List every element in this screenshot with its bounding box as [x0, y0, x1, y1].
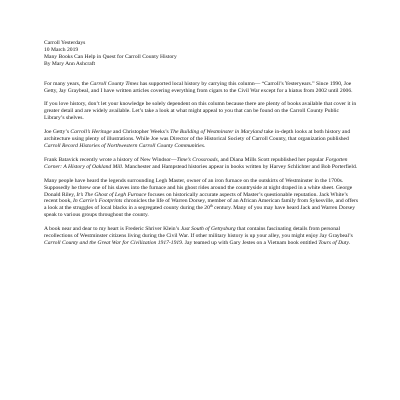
italic-title: It’s The Ghost of Legh Furnace [76, 191, 147, 198]
body-paragraph [44, 226, 360, 247]
column-name: Carroll Yesterdays [44, 40, 86, 46]
italic-title: Tours of Duty [318, 239, 349, 246]
italic-title: The Building of Westminster in Maryland [170, 129, 263, 136]
text-run: focuses on historically accurate aspects of Master’s questionable reputation. Jack White’s recent book, [44, 191, 348, 205]
text-run: A book near and dear to my heart is Frederic Shriver Klein’s [44, 226, 181, 233]
italic-title: In Carrie’s Footprints [73, 198, 123, 205]
body-paragraph [44, 157, 360, 171]
article-byline: By Mary Ann Ashcraft [44, 60, 96, 67]
text-run: century. Many of you may have heard Jack and Warren Dorsey speak to various groups throughout the county. [44, 205, 355, 219]
text-run: . Manchester and Hampstead histories appear in books written by Harvey Schlichter and Bob Porterfield. [121, 163, 358, 170]
text-run: Joe Getty’s [44, 129, 71, 136]
italic-title: Time’s Crossroads [176, 156, 218, 163]
italic-title: Carroll’s Heritage [70, 129, 112, 136]
italic-title: Just South of Gettysburg [180, 226, 236, 233]
text-run: that contains fascinating details from personal recollections of Westminster citizens living during the Civil War. If other military history is up your alley, you might enjoy Jay Graybeal’s [44, 226, 353, 240]
italic-title: Forgotten Corner: A History of Oakland Mill [44, 156, 348, 170]
text-run: , and Diana Mills Scott republished her popular [217, 156, 326, 163]
text-run: . [348, 239, 351, 246]
body-paragraph [44, 129, 360, 150]
text-run: . [203, 142, 206, 149]
article-header [44, 40, 360, 68]
text-run: . Jay teamed up with Gary Jestes on a Vietnam book entitled [181, 239, 319, 246]
text-run: and Christopher Weeks’s [111, 129, 171, 136]
text-run: If you love history, don’t let your knowledge be solely dependent on this column because there are plenty of books available that cover it in greater detail and are widely available. Let’s take a look at what might appeal to you that can be found on the Carroll County Public Library’s shelves. [44, 101, 357, 122]
text-run: Many people have heard the legends surrounding Legh Master, owner of an iron furnace on the outskirts of Westminster in the 1700s. Supposedly he threw one of his slaves into the furnace and his ghost rides around the countryside at night draped in a white sheet. George Donald Riley, [44, 177, 353, 198]
document-page [44, 40, 360, 254]
superscript: th [209, 204, 213, 209]
body-paragraph [44, 101, 360, 122]
article-date: 10 March 2019 [44, 46, 79, 53]
article-body [44, 81, 360, 247]
text-run: chronicles the life of Warren Dorsey, member of an African American family from Sykesville, and offers a look at the struggles of local blacks in a segregated county during the 20 [44, 198, 359, 212]
text-run: Frank Batavick recently wrote a history of New Windsor— [44, 156, 177, 163]
text-run: has supported local history by carrying this column— “Carroll’s Yesteryears.” Since 1990, Joe Getty, Jay Graybeal, and I have written articles covering everything from cigars to the Civil War except for a hiatus from 2002 until 2006. [44, 80, 353, 94]
italic-title: Carroll County Times [89, 80, 139, 87]
body-paragraph [44, 178, 360, 219]
article-title: Many Books Can Help in Quest for Carroll County History [44, 53, 177, 60]
text-run: take in-depth looks at both history and architecture using plenty of illustrations. While Joe was Director of the Historical Society of Carroll County, that organization published [44, 129, 351, 143]
text-run: For many years, the [44, 80, 90, 87]
italic-title: Carroll County and the Great War for Civilization 1917-1919 [44, 239, 182, 246]
body-paragraph [44, 81, 360, 95]
italic-title: Carroll Record Histories of Northwestern Carroll County Communities [44, 142, 204, 149]
